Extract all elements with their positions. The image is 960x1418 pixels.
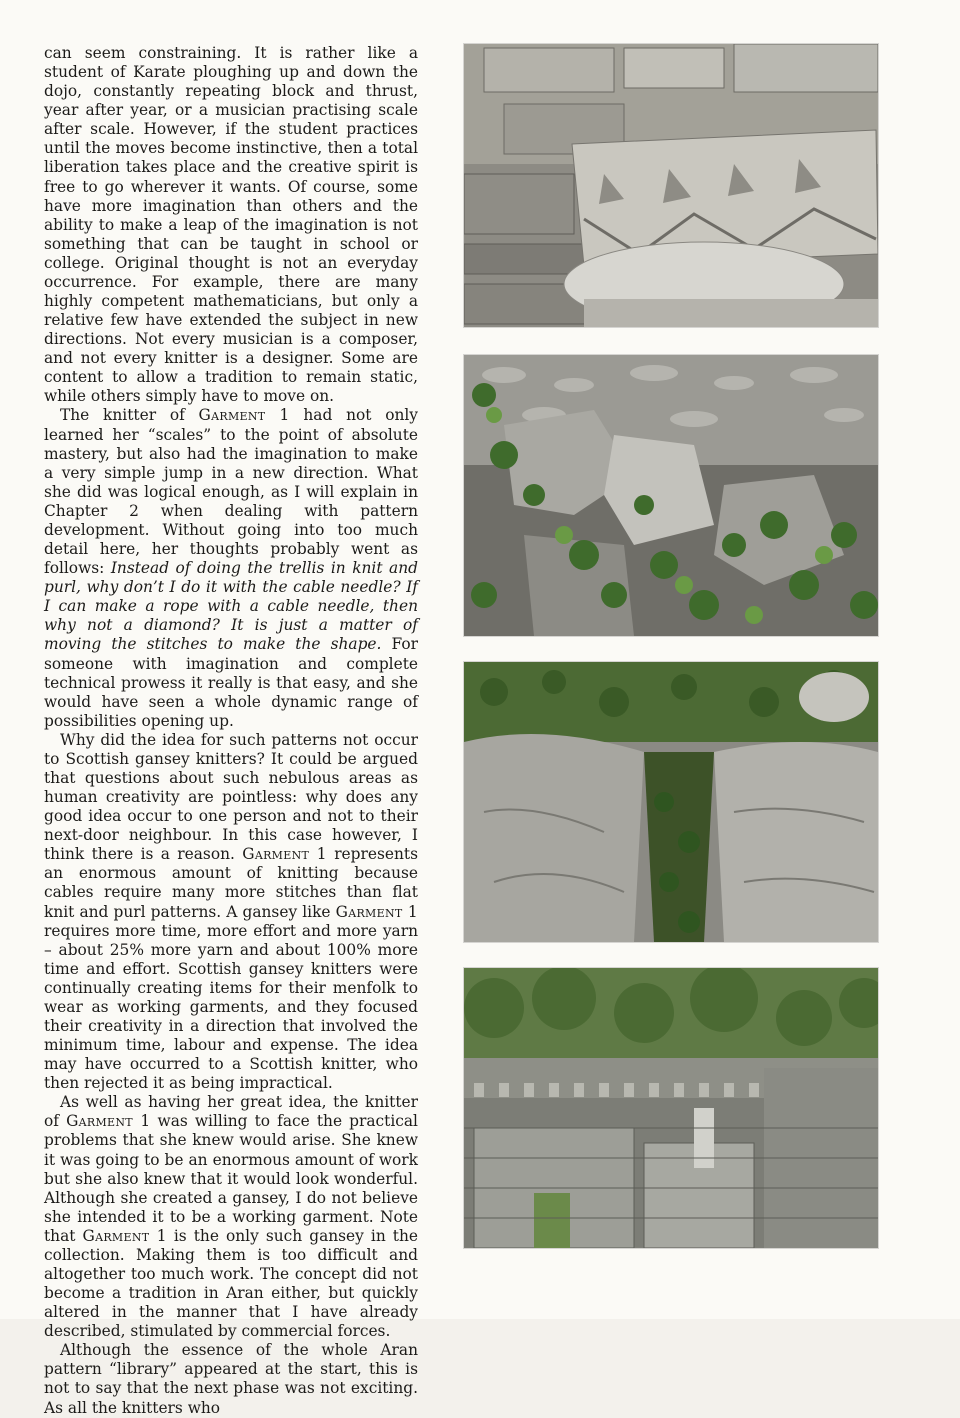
ruin-image [464, 968, 878, 1248]
garment-reference: Garment 1 [82, 1226, 167, 1245]
garment-reference: Garment 1 [242, 845, 327, 864]
paragraph-1: can seem constraining. It is rather like a student of Karate ploughing up and down the dojo, constantly repeating block and thrust, year after year, or a musician practising scale after scale. However, if the student practices until the moves become instinctive, then a total liberation takes place and the creative spirit is free to go wherever it wants. Of course, some have more imagination than others and the ability to make a leap of the imagination is not something that can be taught in school or college. Original thought is not an everyday occurrence. For example, there are many highly competent mathematicians, but only a relative few have extended the subject in new directions. Not every musician is a composer, and not every knitter is a designer. Some are content to allow a tradition to remain static, while others simply have to move on. [44, 44, 418, 406]
italic-quote: Instead of doing the trellis in knit and purl, why don’t I do it with the cable needle? If I can make a rope with a cable needle, then why not a diamond? It is just a matter of moving the stitches to make the shape. [44, 559, 418, 654]
carved-stone-image [464, 44, 878, 327]
paragraph-4: As well as having her great idea, the knitter of Garment 1 was willing to face the practical problems that she knew would arise. She knew it was going to be an enormous amount of work but she also knew that it would look wonderful. Although she created a gansey, I do not believe she intended it to be a working garment. Note that Garment 1 is the only such gansey in the collection. Making them is too difficult and altogether too much work. The concept did not become a tradition in Aran either, but quickly altered in the manner that I have already described, stimulated by commercial forces. [44, 1093, 418, 1341]
paragraph-5: Although the essence of the whole Aran pattern “library” appeared at the start, this is not to say that the next phase was not exciting. As all the knitters who [44, 1341, 418, 1417]
body-text-column [44, 44, 418, 1418]
limestone-image [464, 662, 878, 942]
paragraph-2: The knitter of Garment 1 had not only learned her “scales” to the point of absolute mastery, but also had the imagination to make a very simple jump in a new direction. What she did was logical enough, as I will explain in Chapter 2 when dealing with pattern development. Without going into too much detail here, her thoughts probably went as follows: Instead of doing the trellis in knit and purl, why don’t I do it with the cable needle? If I can make a rope with a cable needle, then why not a diamond? It is just a matter of moving the stitches to make the shape. For someone with imagination and complete technical prowess it really is that easy, and she would have seen a whole dynamic range of possibilities opening up. [44, 406, 418, 730]
garment-reference: Garment 1 [66, 1112, 151, 1131]
photo-stone-ruin [464, 968, 878, 1248]
garment-reference: Garment 1 [335, 902, 418, 921]
paragraph-3: Why did the idea for such patterns not occur to Scottish gansey knitters? It could be argued that questions about such nebulous areas as human creativity are pointless: why does any good idea occur to one person and not to their next-door neighbour. In this case however, I think there is a reason. Garment 1 represents an enormous amount of knitting because cables require many more stitches than flat knit and purl patterns. A gansey like Garment 1 requires more time, more effort and more yarn – about 25% more yarn and about 100% more time and effort. Scottish gansey knitters were continually creating items for their menfolk to wear as working garments, and they focused their creativity in a direction that involved the minimum time, labour and expense. The idea may have occurred to a Scottish knitter, who then rejected it as being impractical. [44, 730, 418, 1093]
photo-ivy-stone-wall [464, 355, 878, 636]
ivy-wall-image [464, 355, 878, 636]
photo-limestone-grike [464, 662, 878, 942]
photo-carved-stone-lintel [464, 44, 878, 327]
garment-reference: Garment 1 [198, 406, 290, 425]
